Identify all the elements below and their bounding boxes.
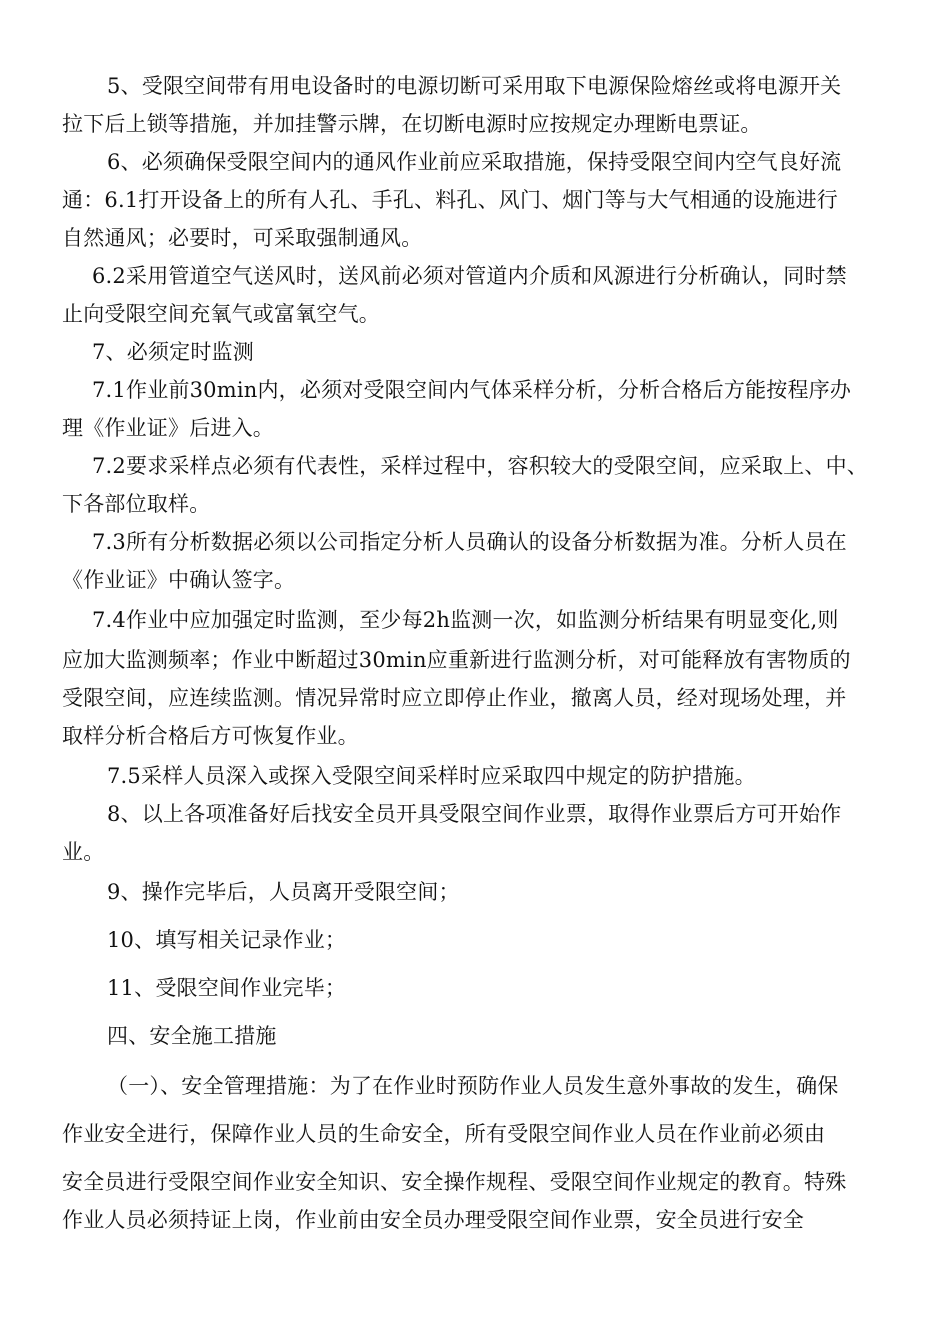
paragraph-8-line-1: 8、以上各项准备好后找安全员开具受限空间作业票，取得作业票后方可开始作 — [107, 802, 842, 826]
paragraph-7-3-line-1: 7.3所有分析数据必须以公司指定分析人员确认的设备分析数据为准。分析人员在 — [92, 530, 847, 554]
paragraph-6-2-line-2: 止向受限空间充氧气或富氧空气。 — [62, 302, 380, 326]
paragraph-7-4-line-2: 应加大监测频率；作业中断超过30min应重新进行监测分析，对可能释放有害物质的 — [62, 648, 851, 672]
section-7-heading: 7、必须定时监测 — [92, 340, 254, 364]
paragraph-9: 9、操作完毕后，人员离开受限空间； — [107, 880, 460, 904]
subsection-1-line-3: 安全员进行受限空间作业安全知识、安全操作规程、受限空间作业规定的教育。特殊 — [62, 1170, 847, 1194]
paragraph-7-4-line-1: 7.4作业中应加强定时监测，至少每2h监测一次，如监测分析结果有明显变化,则 — [92, 608, 839, 632]
paragraph-6-line-2: 通：6.1打开设备上的所有人孔、手孔、料孔、风门、烟门等与大气相通的设施进行 — [62, 188, 838, 212]
paragraph-7-3-line-2: 《作业证》中确认签字。 — [62, 568, 296, 592]
paragraph-11: 11、受限空间作业完毕； — [107, 976, 347, 1000]
paragraph-6-line-1: 6、必须确保受限空间内的通风作业前应采取措施，保持受限空间内空气良好流 — [107, 150, 842, 174]
paragraph-7-2-line-1: 7.2要求采样点必须有代表性，采样过程中，容积较大的受限空间，应采取上、中、 — [92, 454, 868, 478]
subsection-1-line-1: （一）、安全管理措施：为了在作业时预防作业人员发生意外事故的发生，确保 — [107, 1074, 839, 1098]
paragraph-5-line-2: 拉下后上锁等措施，并加挂警示牌，在切断电源时应按规定办理断电票证。 — [62, 112, 762, 136]
paragraph-7-1-line-1: 7.1作业前30min内，必须对受限空间内气体采样分析，分析合格后方能按程序办 — [92, 378, 852, 402]
paragraph-7-1-line-2: 理《作业证》后进入。 — [62, 416, 274, 440]
paragraph-7-5: 7.5采样人员深入或探入受限空间采样时应采取四中规定的防护措施。 — [107, 764, 756, 788]
subsection-1-line-2: 作业安全进行，保障作业人员的生命安全，所有受限空间作业人员在作业前必须由 — [62, 1122, 826, 1146]
subsection-1-line-4: 作业人员必须持证上岗，作业前由安全员办理受限空间作业票，安全员进行安全 — [62, 1208, 804, 1232]
paragraph-5-line-1: 5、受限空间带有用电设备时的电源切断可采用取下电源保险熔丝或将电源开关 — [107, 74, 842, 98]
paragraph-7-4-line-4: 取样分析合格后方可恢复作业。 — [62, 724, 359, 748]
paragraph-6-line-3: 自然通风；必要时，可采取强制通风。 — [62, 226, 423, 250]
paragraph-10: 10、填写相关记录作业； — [107, 928, 347, 952]
paragraph-6-2-line-1: 6.2采用管道空气送风时，送风前必须对管道内介质和风源进行分析确认，同时禁 — [92, 264, 847, 288]
paragraph-7-4-line-3: 受限空间，应连续监测。情况异常时应立即停止作业，撤离人员，经对现场处理，并 — [62, 686, 847, 710]
section-4-heading: 四、安全施工措施 — [107, 1024, 277, 1048]
paragraph-7-2-line-2: 下各部位取样。 — [62, 492, 211, 516]
paragraph-8-line-2: 业。 — [62, 840, 105, 864]
